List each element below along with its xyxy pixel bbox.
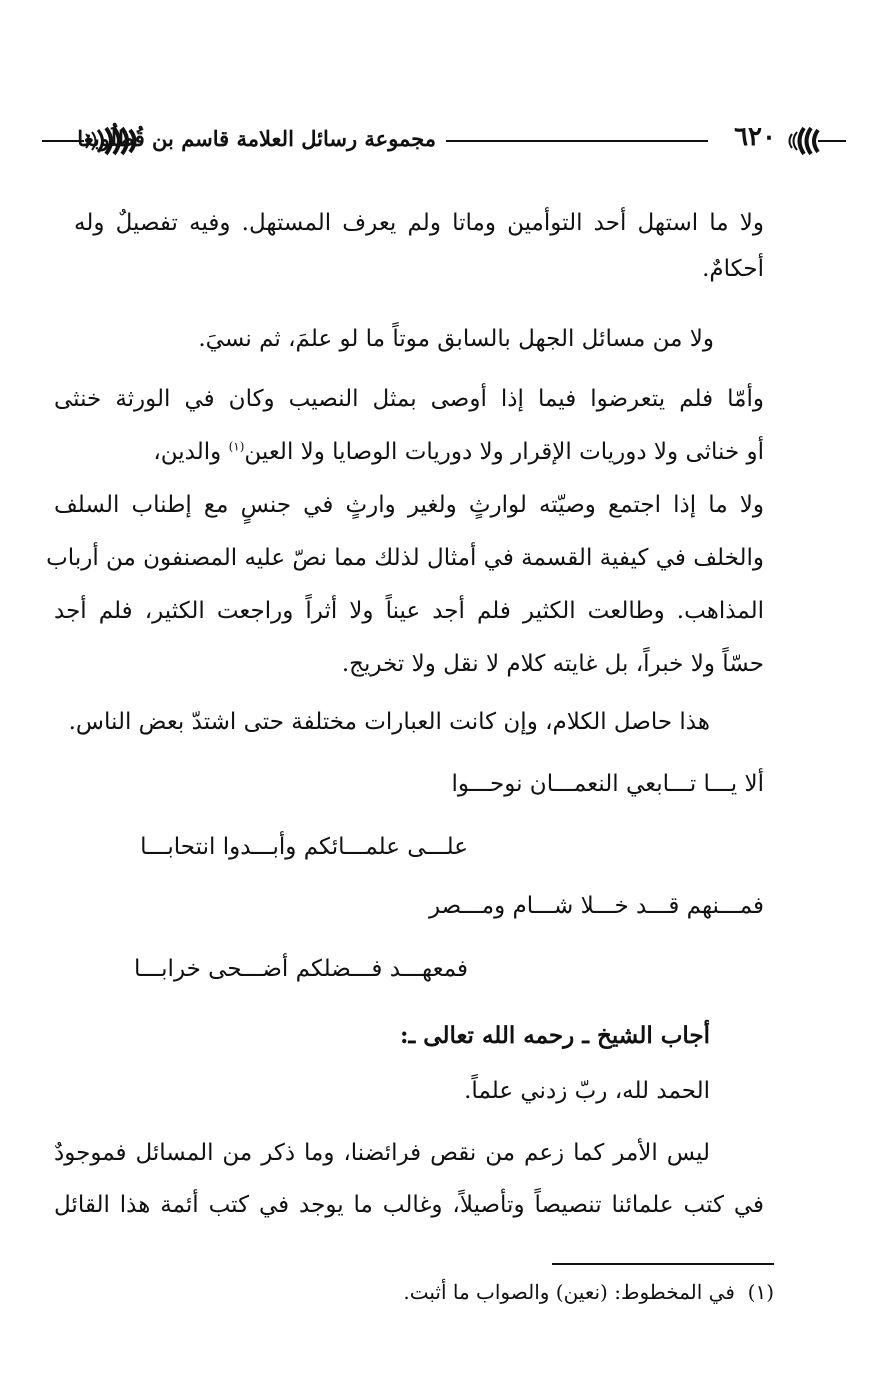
body-line-8: المذاهب. وطالعت الكثير فلم أجد عيناً ولا أثراً وراجعت الكثير، فلم أجد	[54, 598, 764, 624]
footnote-separator	[552, 1263, 774, 1265]
body-line-4: وأمّا فلم يتعرضوا فيما إذا أوصى بمثل النصيب وكان في الورثة خنثى	[54, 386, 764, 412]
footnote-marker: (١)	[747, 1280, 774, 1304]
answer-heading: أجاب الشيخ ـ رحمه الله تعالى ـ:	[400, 1022, 710, 1049]
body-line-3: ولا من مسائل الجهل بالسابق موتاً ما لو علمَ، ثم نسيَ.	[198, 326, 714, 352]
body-line-1: ولا ما استهل أحد التوأمين وماتا ولم يعرف المستهل. وفيه تفصيلٌ وله	[74, 210, 764, 236]
running-title: مجموعة رسائل العلامة قاسم بن قُطلُوبغا	[77, 126, 436, 151]
verse-line-4: فمعهـــد فـــضلكم أضـــحى خرابـــا	[133, 956, 468, 982]
footnote-text: في المخطوط: (نعين) والصواب ما أثبت.	[403, 1280, 735, 1304]
footnote	[403, 1280, 774, 1304]
header-ornament-right-icon	[778, 118, 848, 162]
answer-line-1: الحمد لله، ربّ زدني علماً.	[464, 1078, 710, 1104]
body-line-2: أحكامٌ.	[702, 256, 764, 282]
answer-line-2: ليس الأمر كما زعم من نقص فرائضنا، وما ذكر من المسائل فموجودٌ	[54, 1140, 710, 1166]
verse-line-2: علـــى علمـــائكم وأبـــدوا انتحابـــا	[140, 834, 468, 860]
footnote-reference: (١)	[228, 439, 245, 454]
body-line-5-text: أو خناثى ولا دوريات الإقرار ولا دوريات الوصايا ولا العين	[244, 439, 764, 465]
body-line-6: ولا ما إذا اجتمع وصيّته لوارثٍ ولغير وارثٍ في جنسٍ مع إطناب السلف	[54, 492, 764, 518]
verse-line-1: ألا يـــا تـــابعي النعمـــان نوحـــوا	[451, 771, 764, 797]
page-header	[40, 118, 848, 162]
body-line-7: والخلف في كيفية القسمة في أمثال لذلك مما نصّ عليه المصنفون من أرباب	[46, 545, 764, 571]
header-ornament-left-icon	[40, 118, 150, 162]
page-number: ٦٢٠	[734, 122, 776, 152]
body-line-5	[54, 439, 764, 465]
verse-line-3: فمـــنهم قـــد خـــلا شـــام ومـــصر	[428, 893, 764, 919]
body-line-10: هذا حاصل الكلام، وإن كانت العبارات مختلفة حتى اشتدّ بعض الناس.	[68, 709, 710, 735]
answer-line-3: في كتب علمائنا تنصيصاً وتأصيلاً، وغالب ما يوجد في كتب أئمة هذا القائل	[54, 1192, 764, 1218]
body-line-9: حسّاً ولا خبراً، بل غايته كلام لا نقل ولا تخريج.	[341, 651, 764, 677]
body-line-5-tail: والدين،	[153, 439, 229, 465]
header-rule-right	[446, 140, 708, 142]
